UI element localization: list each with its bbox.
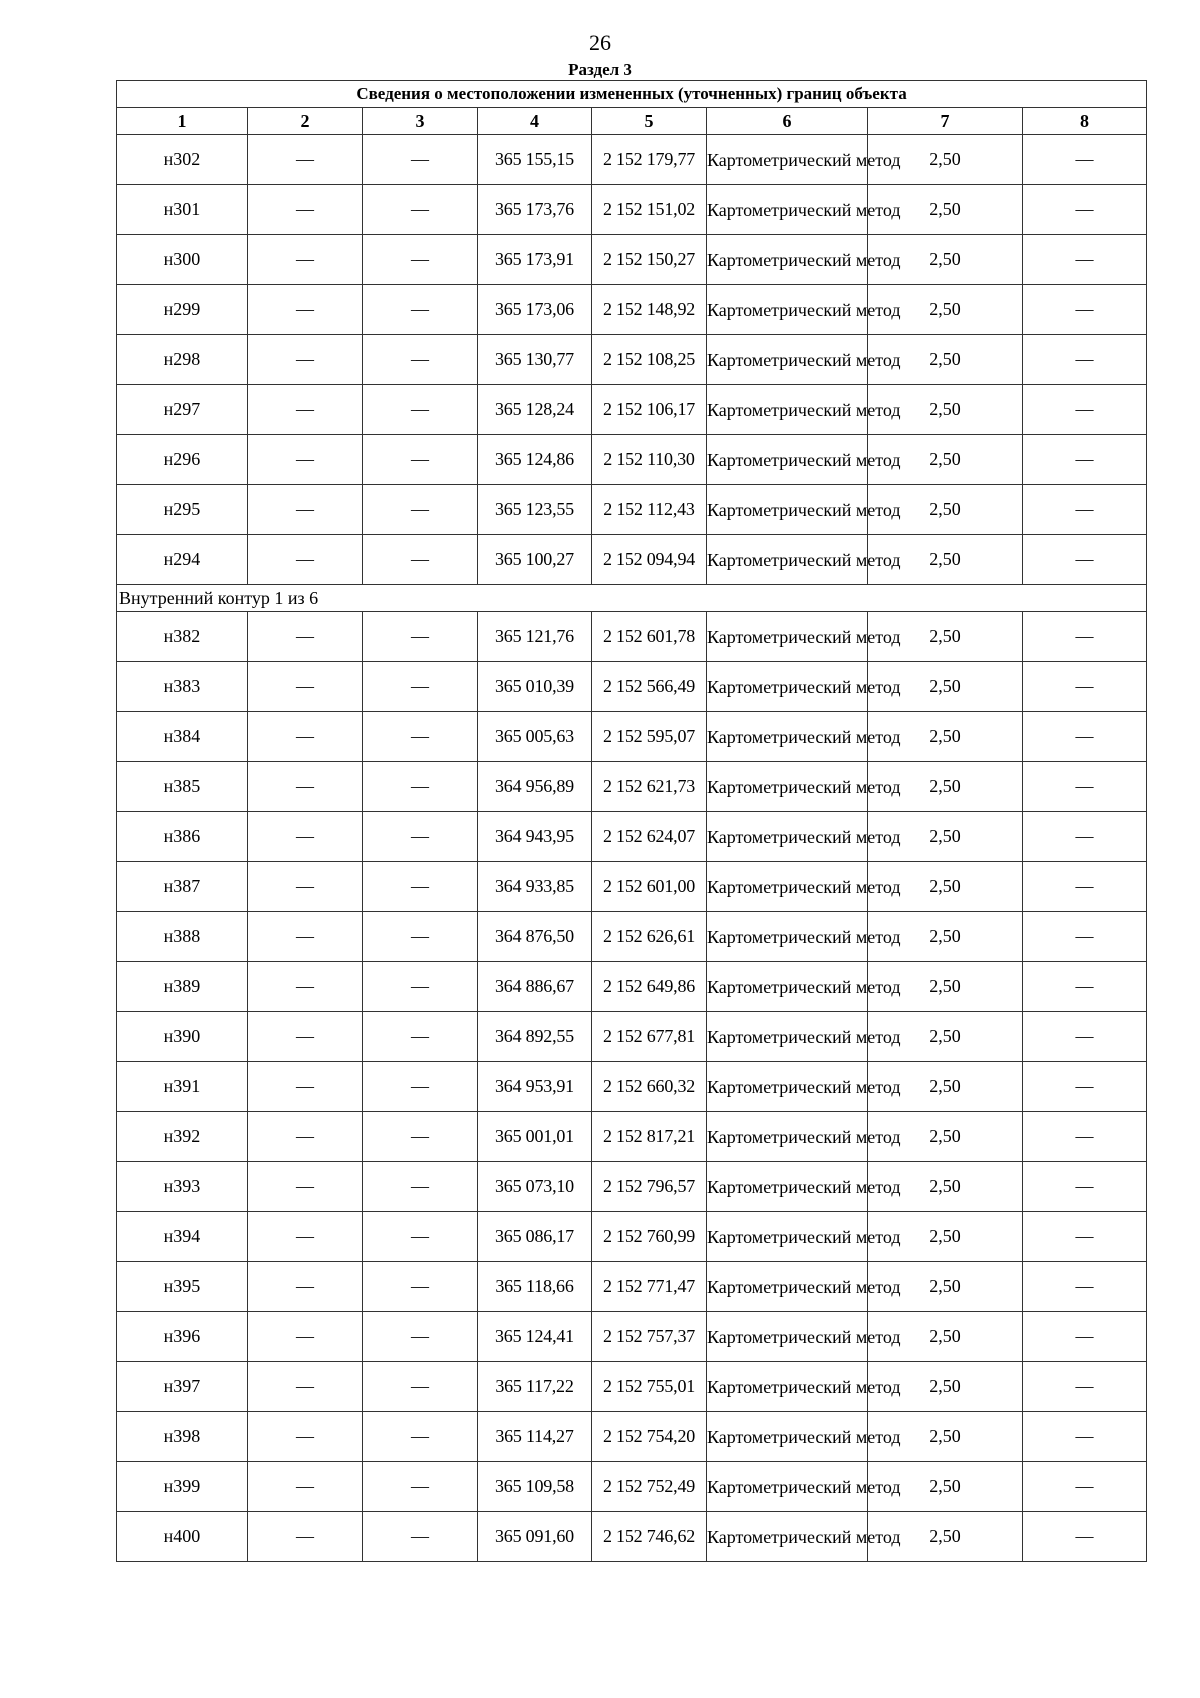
dash-cell: —: [363, 912, 478, 962]
point-cell: н392: [117, 1112, 248, 1162]
accuracy-cell: 2,50: [868, 335, 1023, 385]
accuracy-cell: 2,50: [868, 712, 1023, 762]
x-coordinate-cell: 365 173,91: [478, 235, 592, 285]
coordinates-table: [116, 80, 1147, 1562]
dash-cell: —: [248, 1112, 363, 1162]
y-coordinate-cell: 2 152 094,94: [592, 535, 707, 585]
dash-cell: —: [248, 812, 363, 862]
method-cell: Картометрический метод: [707, 1462, 868, 1512]
method-cell: Картометрический метод: [707, 912, 868, 962]
dash-cell: —: [363, 435, 478, 485]
y-coordinate-cell: 2 152 660,32: [592, 1062, 707, 1112]
table-row: [117, 535, 1147, 585]
dash-cell: —: [363, 535, 478, 585]
x-coordinate-cell: 365 155,15: [478, 135, 592, 185]
dash-cell: —: [1023, 1262, 1147, 1312]
dash-cell: —: [363, 1212, 478, 1262]
accuracy-cell: 2,50: [868, 185, 1023, 235]
table-row: [117, 712, 1147, 762]
accuracy-cell: 2,50: [868, 1262, 1023, 1312]
point-cell: н390: [117, 1012, 248, 1062]
point-cell: н387: [117, 862, 248, 912]
y-coordinate-cell: 2 152 106,17: [592, 385, 707, 435]
method-cell: Картометрический метод: [707, 962, 868, 1012]
table-row: [117, 185, 1147, 235]
dash-cell: —: [1023, 285, 1147, 335]
dash-cell: —: [248, 1012, 363, 1062]
method-cell: Картометрический метод: [707, 285, 868, 335]
point-cell: н300: [117, 235, 248, 285]
x-coordinate-cell: 364 876,50: [478, 912, 592, 962]
y-coordinate-cell: 2 152 179,77: [592, 135, 707, 185]
accuracy-cell: 2,50: [868, 385, 1023, 435]
table-row: [117, 1212, 1147, 1262]
method-cell: Картометрический метод: [707, 762, 868, 812]
dash-cell: —: [363, 285, 478, 335]
dash-cell: —: [248, 1412, 363, 1462]
table-row: [117, 1362, 1147, 1412]
dash-cell: —: [363, 385, 478, 435]
point-cell: н296: [117, 435, 248, 485]
dash-cell: —: [1023, 612, 1147, 662]
dash-cell: —: [1023, 762, 1147, 812]
y-coordinate-cell: 2 152 601,78: [592, 612, 707, 662]
table-row: [117, 285, 1147, 335]
y-coordinate-cell: 2 152 112,43: [592, 485, 707, 535]
dash-cell: —: [1023, 1012, 1147, 1062]
point-cell: н302: [117, 135, 248, 185]
dash-cell: —: [248, 1312, 363, 1362]
dash-cell: —: [248, 862, 363, 912]
table-row: [117, 612, 1147, 662]
table-row: [117, 812, 1147, 862]
x-coordinate-cell: 365 124,86: [478, 435, 592, 485]
dash-cell: —: [248, 912, 363, 962]
dash-cell: —: [363, 235, 478, 285]
dash-cell: —: [363, 1112, 478, 1162]
x-coordinate-cell: 365 100,27: [478, 535, 592, 585]
y-coordinate-cell: 2 152 110,30: [592, 435, 707, 485]
table-row: [117, 1512, 1147, 1562]
dash-cell: —: [248, 335, 363, 385]
point-cell: н400: [117, 1512, 248, 1562]
point-cell: н395: [117, 1262, 248, 1312]
method-cell: Картометрический метод: [707, 662, 868, 712]
table-row: [117, 662, 1147, 712]
accuracy-cell: 2,50: [868, 962, 1023, 1012]
method-cell: Картометрический метод: [707, 862, 868, 912]
dash-cell: —: [1023, 662, 1147, 712]
section-title: Раздел 3: [568, 60, 632, 79]
method-cell: Картометрический метод: [707, 435, 868, 485]
dash-cell: —: [363, 612, 478, 662]
accuracy-cell: 2,50: [868, 662, 1023, 712]
method-cell: Картометрический метод: [707, 1512, 868, 1562]
column-header: 5: [592, 108, 707, 135]
y-coordinate-cell: 2 152 817,21: [592, 1112, 707, 1162]
dash-cell: —: [248, 962, 363, 1012]
table-row: [117, 485, 1147, 535]
accuracy-cell: 2,50: [868, 762, 1023, 812]
x-coordinate-cell: 365 124,41: [478, 1312, 592, 1362]
point-cell: н298: [117, 335, 248, 385]
x-coordinate-cell: 365 114,27: [478, 1412, 592, 1462]
point-cell: н382: [117, 612, 248, 662]
table-row: [117, 1112, 1147, 1162]
point-cell: н388: [117, 912, 248, 962]
method-cell: Картометрический метод: [707, 1362, 868, 1412]
accuracy-cell: 2,50: [868, 1362, 1023, 1412]
dash-cell: —: [1023, 135, 1147, 185]
dash-cell: —: [363, 185, 478, 235]
dash-cell: —: [248, 1512, 363, 1562]
dash-cell: —: [248, 435, 363, 485]
column-header: 7: [868, 108, 1023, 135]
accuracy-cell: 2,50: [868, 1212, 1023, 1262]
method-cell: Картометрический метод: [707, 185, 868, 235]
accuracy-cell: 2,50: [868, 1462, 1023, 1512]
dash-cell: —: [248, 285, 363, 335]
dash-cell: —: [248, 662, 363, 712]
method-cell: Картометрический метод: [707, 1162, 868, 1212]
accuracy-cell: 2,50: [868, 485, 1023, 535]
accuracy-cell: 2,50: [868, 612, 1023, 662]
table-row: [117, 912, 1147, 962]
dash-cell: —: [1023, 435, 1147, 485]
x-coordinate-cell: 365 128,24: [478, 385, 592, 435]
x-coordinate-cell: 364 953,91: [478, 1062, 592, 1112]
dash-cell: —: [363, 1412, 478, 1462]
dash-cell: —: [363, 135, 478, 185]
table-row: [117, 235, 1147, 285]
dash-cell: —: [1023, 535, 1147, 585]
column-header: 6: [707, 108, 868, 135]
accuracy-cell: 2,50: [868, 235, 1023, 285]
x-coordinate-cell: 365 121,76: [478, 612, 592, 662]
dash-cell: —: [1023, 862, 1147, 912]
dash-cell: —: [363, 1262, 478, 1312]
table-row: [117, 135, 1147, 185]
table-row: [117, 385, 1147, 435]
y-coordinate-cell: 2 152 755,01: [592, 1362, 707, 1412]
point-cell: н394: [117, 1212, 248, 1262]
y-coordinate-cell: 2 152 621,73: [592, 762, 707, 812]
y-coordinate-cell: 2 152 624,07: [592, 812, 707, 862]
dash-cell: —: [248, 712, 363, 762]
dash-cell: —: [248, 1362, 363, 1412]
column-header: 2: [248, 108, 363, 135]
point-cell: н399: [117, 1462, 248, 1512]
table-row: [117, 1062, 1147, 1112]
accuracy-cell: 2,50: [868, 1312, 1023, 1362]
point-cell: н398: [117, 1412, 248, 1462]
dash-cell: —: [248, 1062, 363, 1112]
dash-cell: —: [363, 1012, 478, 1062]
dash-cell: —: [1023, 912, 1147, 962]
x-coordinate-cell: 365 118,66: [478, 1262, 592, 1312]
method-cell: Картометрический метод: [707, 712, 868, 762]
method-cell: Картометрический метод: [707, 485, 868, 535]
dash-cell: —: [363, 1512, 478, 1562]
point-cell: н386: [117, 812, 248, 862]
point-cell: н295: [117, 485, 248, 535]
table-row: [117, 1312, 1147, 1362]
accuracy-cell: 2,50: [868, 1112, 1023, 1162]
table-row: [117, 1262, 1147, 1312]
dash-cell: —: [363, 762, 478, 812]
point-cell: н396: [117, 1312, 248, 1362]
x-coordinate-cell: 365 117,22: [478, 1362, 592, 1412]
dash-cell: —: [248, 185, 363, 235]
dash-cell: —: [1023, 235, 1147, 285]
x-coordinate-cell: 364 886,67: [478, 962, 592, 1012]
dash-cell: —: [363, 962, 478, 1012]
dash-cell: —: [1023, 1462, 1147, 1512]
method-cell: Картометрический метод: [707, 1262, 868, 1312]
point-cell: н294: [117, 535, 248, 585]
y-coordinate-cell: 2 152 752,49: [592, 1462, 707, 1512]
accuracy-cell: 2,50: [868, 1012, 1023, 1062]
table-row: [117, 1462, 1147, 1512]
point-cell: н384: [117, 712, 248, 762]
column-header-row: [117, 108, 1147, 135]
x-coordinate-cell: 365 005,63: [478, 712, 592, 762]
x-coordinate-cell: 365 001,01: [478, 1112, 592, 1162]
dash-cell: —: [1023, 485, 1147, 535]
dash-cell: —: [248, 1212, 363, 1262]
x-coordinate-cell: 365 010,39: [478, 662, 592, 712]
y-coordinate-cell: 2 152 746,62: [592, 1512, 707, 1562]
table-row: [117, 862, 1147, 912]
dash-cell: —: [1023, 812, 1147, 862]
table-row: [117, 1012, 1147, 1062]
dash-cell: —: [363, 712, 478, 762]
column-header: 8: [1023, 108, 1147, 135]
y-coordinate-cell: 2 152 760,99: [592, 1212, 707, 1262]
dash-cell: —: [248, 535, 363, 585]
y-coordinate-cell: 2 152 148,92: [592, 285, 707, 335]
x-coordinate-cell: 364 892,55: [478, 1012, 592, 1062]
method-cell: Картометрический метод: [707, 1112, 868, 1162]
point-cell: н389: [117, 962, 248, 1012]
table-row: [117, 762, 1147, 812]
dash-cell: —: [1023, 1362, 1147, 1412]
dash-cell: —: [1023, 335, 1147, 385]
dash-cell: —: [363, 1312, 478, 1362]
point-cell: н301: [117, 185, 248, 235]
accuracy-cell: 2,50: [868, 535, 1023, 585]
dash-cell: —: [1023, 1112, 1147, 1162]
point-cell: н299: [117, 285, 248, 335]
point-cell: н383: [117, 662, 248, 712]
y-coordinate-cell: 2 152 757,37: [592, 1312, 707, 1362]
y-coordinate-cell: 2 152 108,25: [592, 335, 707, 385]
dash-cell: —: [248, 1162, 363, 1212]
accuracy-cell: 2,50: [868, 862, 1023, 912]
dash-cell: —: [1023, 185, 1147, 235]
accuracy-cell: 2,50: [868, 285, 1023, 335]
x-coordinate-cell: 365 109,58: [478, 1462, 592, 1512]
accuracy-cell: 2,50: [868, 812, 1023, 862]
point-cell: н297: [117, 385, 248, 435]
dash-cell: —: [248, 1262, 363, 1312]
method-cell: Картометрический метод: [707, 1062, 868, 1112]
accuracy-cell: 2,50: [868, 1162, 1023, 1212]
method-cell: Картометрический метод: [707, 335, 868, 385]
dash-cell: —: [248, 485, 363, 535]
x-coordinate-cell: 365 123,55: [478, 485, 592, 535]
point-cell: н391: [117, 1062, 248, 1112]
x-coordinate-cell: 365 086,17: [478, 1212, 592, 1262]
x-coordinate-cell: 364 933,85: [478, 862, 592, 912]
table-row: [117, 962, 1147, 1012]
y-coordinate-cell: 2 152 649,86: [592, 962, 707, 1012]
method-cell: Картометрический метод: [707, 812, 868, 862]
dash-cell: —: [363, 1362, 478, 1412]
x-coordinate-cell: 364 943,95: [478, 812, 592, 862]
column-header: 4: [478, 108, 592, 135]
y-coordinate-cell: 2 152 566,49: [592, 662, 707, 712]
y-coordinate-cell: 2 152 595,07: [592, 712, 707, 762]
y-coordinate-cell: 2 152 626,61: [592, 912, 707, 962]
accuracy-cell: 2,50: [868, 912, 1023, 962]
dash-cell: —: [1023, 1512, 1147, 1562]
dash-cell: —: [248, 1462, 363, 1512]
table-row: [117, 1412, 1147, 1462]
dash-cell: —: [248, 612, 363, 662]
dash-cell: —: [363, 812, 478, 862]
table-body: [117, 135, 1147, 1562]
dash-cell: —: [1023, 385, 1147, 435]
table-caption: Сведения о местоположении измененных (уточненных) границ объекта: [117, 81, 1147, 108]
point-cell: н385: [117, 762, 248, 812]
accuracy-cell: 2,50: [868, 135, 1023, 185]
y-coordinate-cell: 2 152 601,00: [592, 862, 707, 912]
table-row: [117, 435, 1147, 485]
dash-cell: —: [1023, 1162, 1147, 1212]
dash-cell: —: [1023, 1062, 1147, 1112]
accuracy-cell: 2,50: [868, 1412, 1023, 1462]
method-cell: Картометрический метод: [707, 1412, 868, 1462]
dash-cell: —: [1023, 962, 1147, 1012]
method-cell: Картометрический метод: [707, 1012, 868, 1062]
y-coordinate-cell: 2 152 150,27: [592, 235, 707, 285]
column-header: 1: [117, 108, 248, 135]
dash-cell: —: [363, 862, 478, 912]
dash-cell: —: [363, 335, 478, 385]
method-cell: Картометрический метод: [707, 1212, 868, 1262]
dash-cell: —: [1023, 1212, 1147, 1262]
method-cell: Картометрический метод: [707, 385, 868, 435]
method-cell: Картометрический метод: [707, 612, 868, 662]
dash-cell: —: [1023, 1412, 1147, 1462]
contour-label: Внутренний контур 1 из 6: [117, 585, 1147, 612]
dash-cell: —: [248, 762, 363, 812]
accuracy-cell: 2,50: [868, 435, 1023, 485]
x-coordinate-cell: 365 130,77: [478, 335, 592, 385]
point-cell: н393: [117, 1162, 248, 1212]
method-cell: Картометрический метод: [707, 135, 868, 185]
method-cell: Картометрический метод: [707, 235, 868, 285]
y-coordinate-cell: 2 152 151,02: [592, 185, 707, 235]
y-coordinate-cell: 2 152 771,47: [592, 1262, 707, 1312]
dash-cell: —: [248, 385, 363, 435]
y-coordinate-cell: 2 152 754,20: [592, 1412, 707, 1462]
dash-cell: —: [363, 662, 478, 712]
dash-cell: —: [363, 1162, 478, 1212]
dash-cell: —: [248, 135, 363, 185]
x-coordinate-cell: 365 073,10: [478, 1162, 592, 1212]
method-cell: Картометрический метод: [707, 1312, 868, 1362]
dash-cell: —: [363, 485, 478, 535]
contour-row: [117, 585, 1147, 612]
accuracy-cell: 2,50: [868, 1062, 1023, 1112]
dash-cell: —: [363, 1462, 478, 1512]
table-row: [117, 1162, 1147, 1212]
y-coordinate-cell: 2 152 677,81: [592, 1012, 707, 1062]
x-coordinate-cell: 365 173,76: [478, 185, 592, 235]
y-coordinate-cell: 2 152 796,57: [592, 1162, 707, 1212]
dash-cell: —: [1023, 712, 1147, 762]
dash-cell: —: [1023, 1312, 1147, 1362]
dash-cell: —: [363, 1062, 478, 1112]
x-coordinate-cell: 365 173,06: [478, 285, 592, 335]
point-cell: н397: [117, 1362, 248, 1412]
accuracy-cell: 2,50: [868, 1512, 1023, 1562]
x-coordinate-cell: 365 091,60: [478, 1512, 592, 1562]
table-row: [117, 335, 1147, 385]
x-coordinate-cell: 364 956,89: [478, 762, 592, 812]
dash-cell: —: [248, 235, 363, 285]
page-number: 26: [589, 30, 611, 55]
column-header: 3: [363, 108, 478, 135]
method-cell: Картометрический метод: [707, 535, 868, 585]
